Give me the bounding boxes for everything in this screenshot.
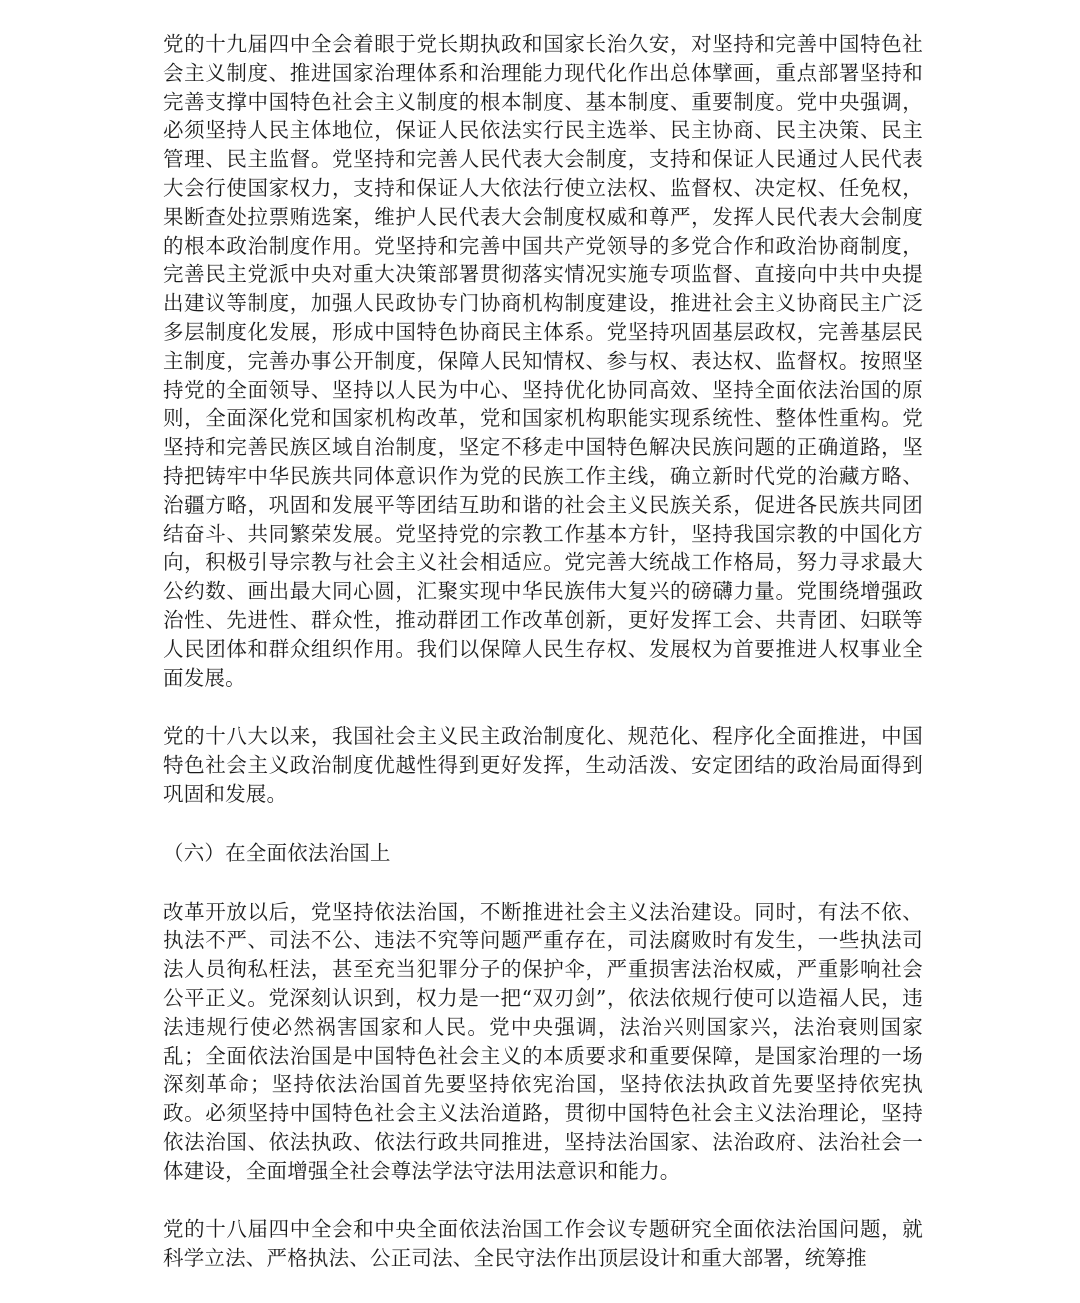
paragraph-fourth-plenum: 党的十八届四中全会和中央全面依法治国工作会议专题研究全面依法治国问题，就科学立法、严格执法、公正司法、全民守法作出顶层设计和重大部署，统筹推 [163, 1217, 923, 1271]
paragraph-democracy-summary: 党的十八大以来，我国社会主义民主政治制度化、规范化、程序化全面推进，中国特色社会主义政治制度优越性得到更好发挥，生动活泼、安定团结的政治局面得到巩固和发展。 [163, 724, 923, 806]
document-body [163, 30, 923, 1303]
paragraph-rule-of-law: 改革开放以后，党坚持依法治国，不断推进社会主义法治建设。同时，有法不依、执法不严、司法不公、违法不究等问题严重存在，司法腐败时有发生，一些执法司法人员徇私枉法，甚至充当犯罪分子的保护伞，严重损害法治权威，严重影响社会公平正义。党深刻认识到，权力是一把“双刃剑”，依法依规行使可以造福人民，违法违规行使必然祸害国家和人民。党中央强调，法治兴则国家兴，法治衰则国家乱；全面依法治国是中国特色社会主义的本质要求和重要保障，是国家治理的一场深刻革命；坚持依法治国首先要坚持依宪治国，坚持依法执政首先要坚持依宪执政。必须坚持中国特色社会主义法治道路，贯彻中国特色社会主义法治理论，坚持依法治国、依法执政、依法行政共同推进，坚持法治国家、法治政府、法治社会一体建设，全面增强全社会尊法学法守法用法意识和能力。 [163, 899, 923, 1183]
paragraph-political-system: 党的十九届四中全会着眼于党长期执政和国家长治久安，对坚持和完善中国特色社会主义制度、推进国家治理体系和治理能力现代化作出总体擘画，重点部署坚持和完善支撑中国特色社会主义制度的根本制度、基本制度、重要制度。党中央强调，必须坚持人民主体地位，保证人民依法实行民主选举、民主协商、民主决策、民主管理、民主监督。党坚持和完善人民代表大会制度，支持和保证人民通过人民代表大会行使国家权力，支持和保证人大依法行使立法权、监督权、决定权、任免权，果断查处拉票贿选案，维护人民代表大会制度权威和尊严，发挥人民代表大会制度的根本政治制度作用。党坚持和完善中国共产党领导的多党合作和政治协商制度，完善民主党派中央对重大决策部署贯彻落实情况实施专项监督、直接向中共中央提出建议等制度，加强人民政协专门协商机构制度建设，推进社会主义协商民主广泛多层制度化发展，形成中国特色协商民主体系。党坚持巩固基层政权，完善基层民主制度，完善办事公开制度，保障人民知情权、参与权、表达权、监督权。按照坚持党的全面领导、坚持以人民为中心、坚持优化协同高效、坚持全面依法治国的原则，全面深化党和国家机构改革，党和国家机构职能实现系统性、整体性重构。党坚持和完善民族区域自治制度，坚定不移走中国特色解决民族问题的正确道路，坚持把铸牢中华民族共同体意识作为党的民族工作主线，确立新时代党的治藏方略、治疆方略，巩固和发展平等团结互助和谐的社会主义民族关系，促进各民族共同团结奋斗、共同繁荣发展。党坚持党的宗教工作基本方针，坚持我国宗教的中国化方向，积极引导宗教与社会主义社会相适应。党完善大统战工作格局，努力寻求最大公约数、画出最大同心圆，汇聚实现中华民族伟大复兴的磅礴力量。党围绕增强政治性、先进性、群众性，推动群团工作改革创新，更好发挥工会、共青团、妇联等人民团体和群众组织作用。我们以保障人民生存权、发展权为首要推进人权事业全面发展。 [163, 32, 923, 690]
section-heading-rule-of-law: （六）在全面依法治国上 [163, 840, 391, 865]
